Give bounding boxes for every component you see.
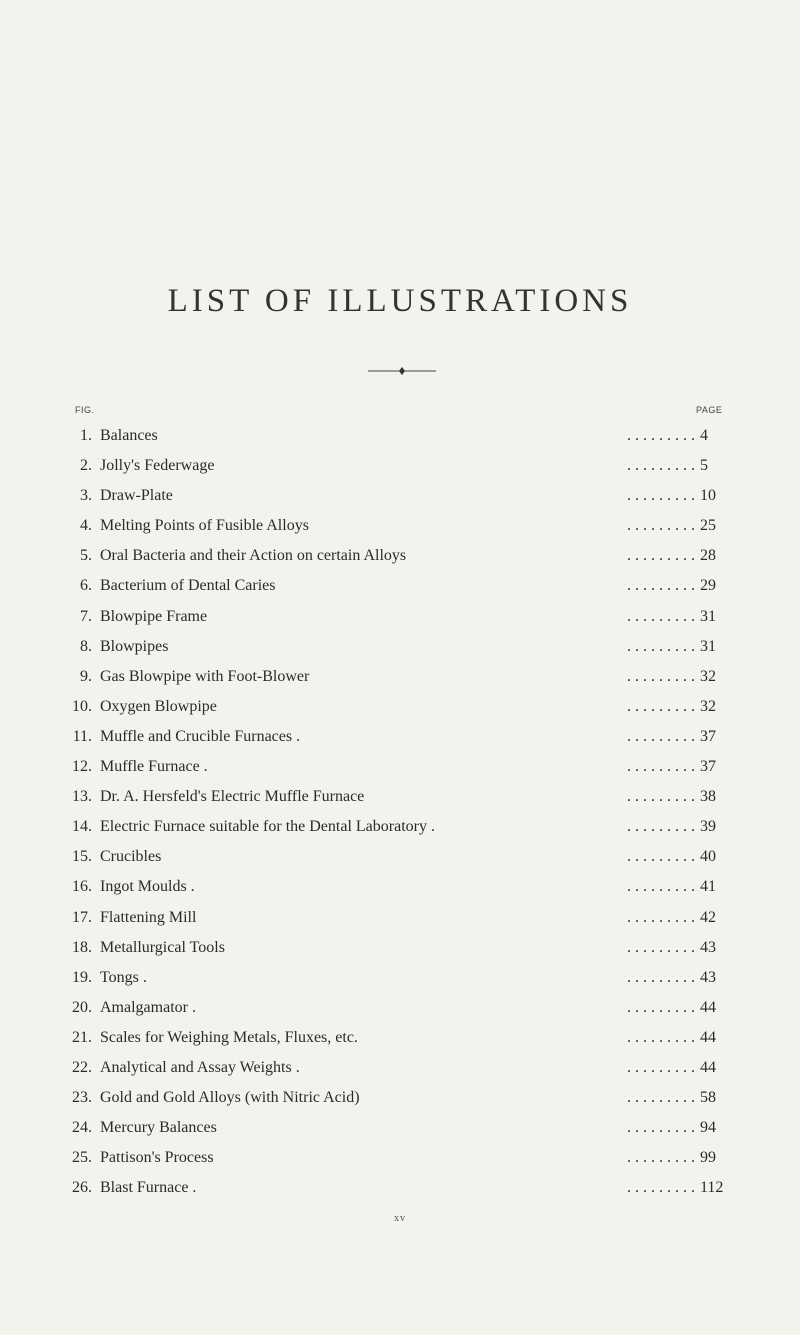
page-number: 58	[700, 1089, 716, 1107]
figure-title: Dr. A. Hersfeld's Electric Muffle Furnace	[100, 788, 365, 806]
page-number: 29	[700, 577, 716, 595]
page-number: 41	[700, 878, 716, 896]
dot-leader: . . . . . . . . .	[627, 1058, 695, 1076]
page-number: 99	[700, 1149, 716, 1167]
illustrations-list	[0, 426, 800, 1208]
dot-leader: . . . . . . . . .	[627, 908, 695, 926]
page-number: 39	[700, 818, 716, 836]
page-number: 43	[700, 968, 716, 986]
page-number: 31	[700, 607, 716, 625]
dot-leader: . . . . . . . . .	[627, 998, 695, 1016]
figure-number: 5.	[80, 547, 92, 565]
page-folio: xv	[394, 1213, 406, 1224]
dot-leader: . . . . . . . . .	[627, 667, 695, 685]
figure-number: 9.	[80, 667, 92, 685]
list-item	[0, 546, 800, 576]
figure-number: 3.	[80, 487, 92, 505]
page-number: 5	[700, 457, 708, 475]
figure-title: Pattison's Process	[100, 1149, 214, 1167]
figure-title: Mercury Balances	[100, 1119, 217, 1137]
figure-title: Flattening Mill	[100, 908, 197, 926]
figure-title: Amalgamator .	[100, 998, 196, 1016]
figure-number: 12.	[72, 758, 92, 776]
list-item	[0, 787, 800, 817]
list-item	[0, 1118, 800, 1148]
list-item	[0, 456, 800, 486]
page-number: 40	[700, 848, 716, 866]
list-item	[0, 908, 800, 938]
figure-title: Oral Bacteria and their Action on certain Alloys	[100, 547, 407, 565]
list-item	[0, 576, 800, 606]
dot-leader: . . . . . . . . .	[627, 577, 695, 595]
figure-title: Scales for Weighing Metals, Fluxes, etc.	[100, 1028, 358, 1046]
list-item	[0, 877, 800, 907]
page-number: 44	[700, 998, 716, 1016]
list-item	[0, 667, 800, 697]
dot-leader: . . . . . . . . .	[627, 547, 695, 565]
list-item	[0, 938, 800, 968]
figure-number: 15.	[72, 848, 92, 866]
page-number: 28	[700, 547, 716, 565]
dot-leader: . . . . . . . . .	[627, 938, 695, 956]
dot-leader: . . . . . . . . .	[627, 968, 695, 986]
dot-leader: . . . . . . . . .	[627, 727, 695, 745]
list-item	[0, 1178, 800, 1208]
list-item	[0, 968, 800, 998]
figure-title: Gas Blowpipe with Foot-Blower	[100, 667, 310, 685]
figure-number: 16.	[72, 878, 92, 896]
figure-title: Draw-Plate	[100, 487, 173, 505]
list-item	[0, 486, 800, 516]
page-number: 42	[700, 908, 716, 926]
list-item	[0, 697, 800, 727]
figure-title: Muffle Furnace .	[100, 758, 208, 776]
list-item	[0, 727, 800, 757]
figure-title: Melting Points of Fusible Alloys	[100, 517, 309, 535]
page-number: 94	[700, 1119, 716, 1137]
figure-number: 21.	[72, 1028, 92, 1046]
list-item	[0, 817, 800, 847]
list-item	[0, 1148, 800, 1178]
list-item	[0, 847, 800, 877]
figure-number: 4.	[80, 517, 92, 535]
page-number: 25	[700, 517, 716, 535]
figure-title: Electric Furnace suitable for the Dental Laboratory .	[100, 818, 435, 836]
list-item	[0, 998, 800, 1028]
dot-leader: . . . . . . . . .	[627, 1179, 695, 1197]
list-item	[0, 516, 800, 546]
page-number: 112	[700, 1179, 724, 1197]
list-item	[0, 1088, 800, 1118]
page-number: 37	[700, 758, 716, 776]
list-item	[0, 1058, 800, 1088]
list-item	[0, 426, 800, 456]
figure-number: 26.	[72, 1179, 92, 1197]
figure-number: 14.	[72, 818, 92, 836]
dot-leader: . . . . . . . . .	[627, 457, 695, 475]
dot-leader: . . . . . . . . .	[627, 758, 695, 776]
figure-title: Bacterium of Dental Caries	[100, 577, 276, 595]
dot-leader: . . . . . . . . .	[627, 878, 695, 896]
dot-leader: . . . . . . . . .	[627, 1149, 695, 1167]
figure-title: Tongs .	[100, 968, 147, 986]
figure-number: 24.	[72, 1119, 92, 1137]
dot-leader: . . . . . . . . .	[627, 637, 695, 655]
figure-title: Muffle and Crucible Furnaces .	[100, 727, 301, 745]
list-item	[0, 1028, 800, 1058]
figure-number: 6.	[80, 577, 92, 595]
figure-title: Balances	[100, 427, 158, 444]
figure-number: 20.	[72, 998, 92, 1016]
page-column-header: PAGE	[696, 405, 723, 415]
figure-title: Analytical and Assay Weights .	[100, 1058, 300, 1076]
page-number: 43	[700, 938, 716, 956]
figure-number: 19.	[72, 968, 92, 986]
dot-leader: . . . . . . . . .	[627, 818, 695, 836]
page-number: 32	[700, 697, 716, 715]
figure-number: 22.	[72, 1058, 92, 1076]
figure-number: 11.	[72, 727, 92, 745]
dot-leader: . . . . . . . . .	[627, 517, 695, 535]
figure-title: Crucibles	[100, 848, 162, 866]
dot-leader: . . . . . . . . .	[627, 1119, 695, 1137]
page-number: 37	[700, 727, 716, 745]
figure-title: Blowpipe Frame	[100, 607, 208, 625]
figure-number: 13.	[72, 788, 92, 806]
dot-leader: . . . . . . . . .	[627, 427, 695, 444]
dot-leader: . . . . . . . . .	[627, 607, 695, 625]
figure-number: 25.	[72, 1149, 92, 1167]
figure-title: Blowpipes	[100, 637, 169, 655]
page-number: 10	[700, 487, 716, 505]
figure-title: Metallurgical Tools	[100, 938, 225, 956]
figure-number: 18.	[72, 938, 92, 956]
dot-leader: . . . . . . . . .	[627, 1089, 695, 1107]
figure-number: 10.	[72, 697, 92, 715]
figure-title: Blast Furnace .	[100, 1179, 197, 1197]
figure-number: 1.	[80, 427, 92, 444]
page-number: 44	[700, 1028, 716, 1046]
figure-number: 23.	[72, 1089, 92, 1107]
list-item	[0, 757, 800, 787]
figure-number: 2.	[80, 457, 92, 475]
page-title: LIST OF ILLUSTRATIONS	[167, 283, 633, 319]
figure-number: 7.	[80, 607, 92, 625]
page-number: 4	[700, 427, 708, 444]
figure-title: Jolly's Federwage	[100, 457, 215, 475]
figure-title: Oxygen Blowpipe	[100, 697, 217, 715]
figure-number: 17.	[72, 908, 92, 926]
figure-number: 8.	[80, 637, 92, 655]
dot-leader: . . . . . . . . .	[627, 1028, 695, 1046]
page-number: 32	[700, 667, 716, 685]
dot-leader: . . . . . . . . .	[627, 788, 695, 806]
page-number: 31	[700, 637, 716, 655]
fig-column-header: FIG.	[75, 405, 95, 415]
page-number: 44	[700, 1058, 716, 1076]
figure-title: Gold and Gold Alloys (with Nitric Acid)	[100, 1089, 360, 1107]
dot-leader: . . . . . . . . .	[627, 487, 695, 505]
dot-leader: . . . . . . . . .	[627, 697, 695, 715]
list-item	[0, 607, 800, 637]
page-number: 38	[700, 788, 716, 806]
dot-leader: . . . . . . . . .	[627, 848, 695, 866]
list-item	[0, 637, 800, 667]
figure-title: Ingot Moulds .	[100, 878, 195, 896]
ornament-divider-icon	[368, 366, 436, 376]
